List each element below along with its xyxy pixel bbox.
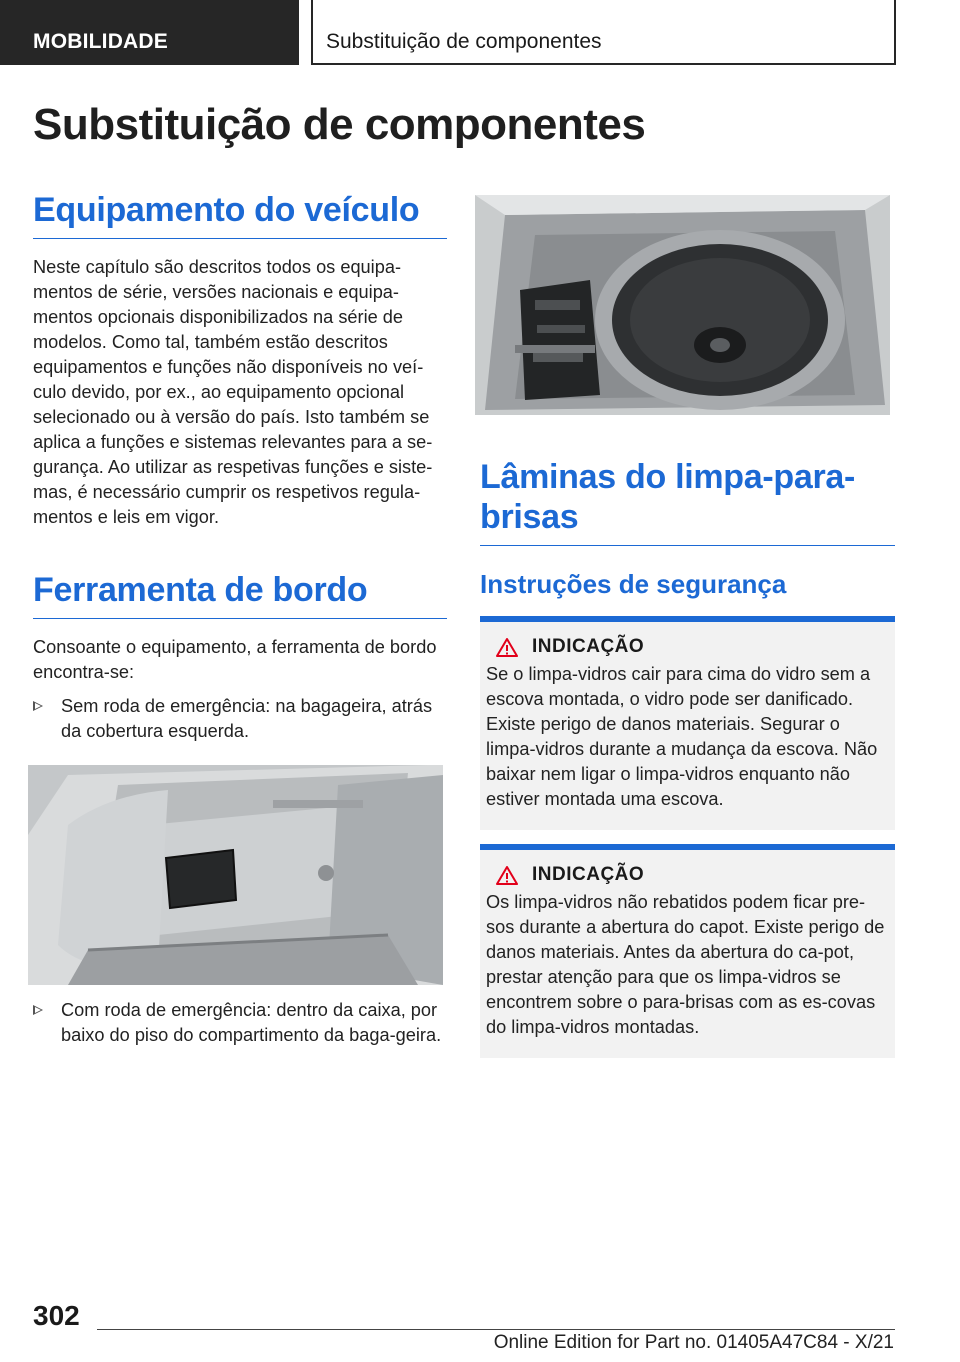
footer-divider [97,1329,895,1330]
notice-title: INDICAÇÃO [532,636,645,657]
heading-wiper-blades: Lâminas do limpa-para-brisas [480,457,895,546]
list-arrow-icon [33,1005,43,1015]
heading-onboard-toolkit: Ferramenta de bordo [33,570,447,619]
list-item [33,694,447,744]
heading-vehicle-equipment: Equipamento do veículo [33,190,447,239]
warning-triangle-icon [496,637,518,657]
left-column [33,190,447,1048]
trunk-side-cover-photo [28,765,443,985]
heading-safety-instructions: Instruções de segurança [480,569,787,599]
page-number: 302 [33,1300,80,1331]
notice-header [486,636,887,658]
spare-wheel-box-photo [475,195,890,415]
list-item-text: Sem roda de emergência: na bagageira, atrás da cobertura esquerda. [61,696,433,741]
footer-edition: Online Edition for Part no. 01405A47C84 - X/21 [493,1332,894,1353]
list-arrow-icon [33,701,43,711]
list-item-text: Com roda de emergência: dentro da caixa, por baixo do piso do compartimento da baga-geira. [61,1000,442,1045]
right-column [480,195,895,1058]
toolkit-text: Consoante o equipamento, a ferramenta de bordo encontra-se: [33,637,437,682]
vehicle-equipment-text: Neste capítulo são descritos todos os equipa-mentos de série, versões nacionais e equipa-mentos opcionais disponibilizados na série de modelos. Como tal, também estão descritos equipamentos e funções não disponíveis no veí-culo devido, por ex., ao equipamento opcional selecionado ou à versão do país. Isto também se aplica a funções e sistemas relevantes para a se-gurança. Ao utilizar as respetivas funções e siste-mas, é necessário cumprir os respetivos regula-mentos e leis em vigor. [33,257,433,527]
notice-title: INDICAÇÃO [532,864,645,885]
notice-box [480,844,895,1058]
warning-triangle-icon [496,865,518,885]
notice-box [480,616,895,830]
notice-header [486,864,887,886]
header-chapter-tab: Substituição de componentes [311,0,896,65]
list-item [33,998,447,1048]
notice-text: Se o limpa-vidros cair para cima do vidro sem a escova montada, o vidro pode ser danificado. Existe perigo de danos materiais. Segurar o limpa-vidros durante a mudança da escova. Não baixar nem ligar o limpa-vidros enquanto não estiver montada uma escova. [486,664,878,809]
header-section-tab: MOBILIDADE [0,0,299,65]
notice-text: Os limpa-vidros não rebatidos podem ficar pre-sos durante a abertura do capot. Existe perigo de danos materiais. Antes da abertura do ca-pot, prestar atenção para que os limpa-vidros se encontrem sobre o para-brisas com as es-covas do limpa-vidros montadas. [486,892,885,1037]
page-title: Substituição de componentes [33,100,646,149]
